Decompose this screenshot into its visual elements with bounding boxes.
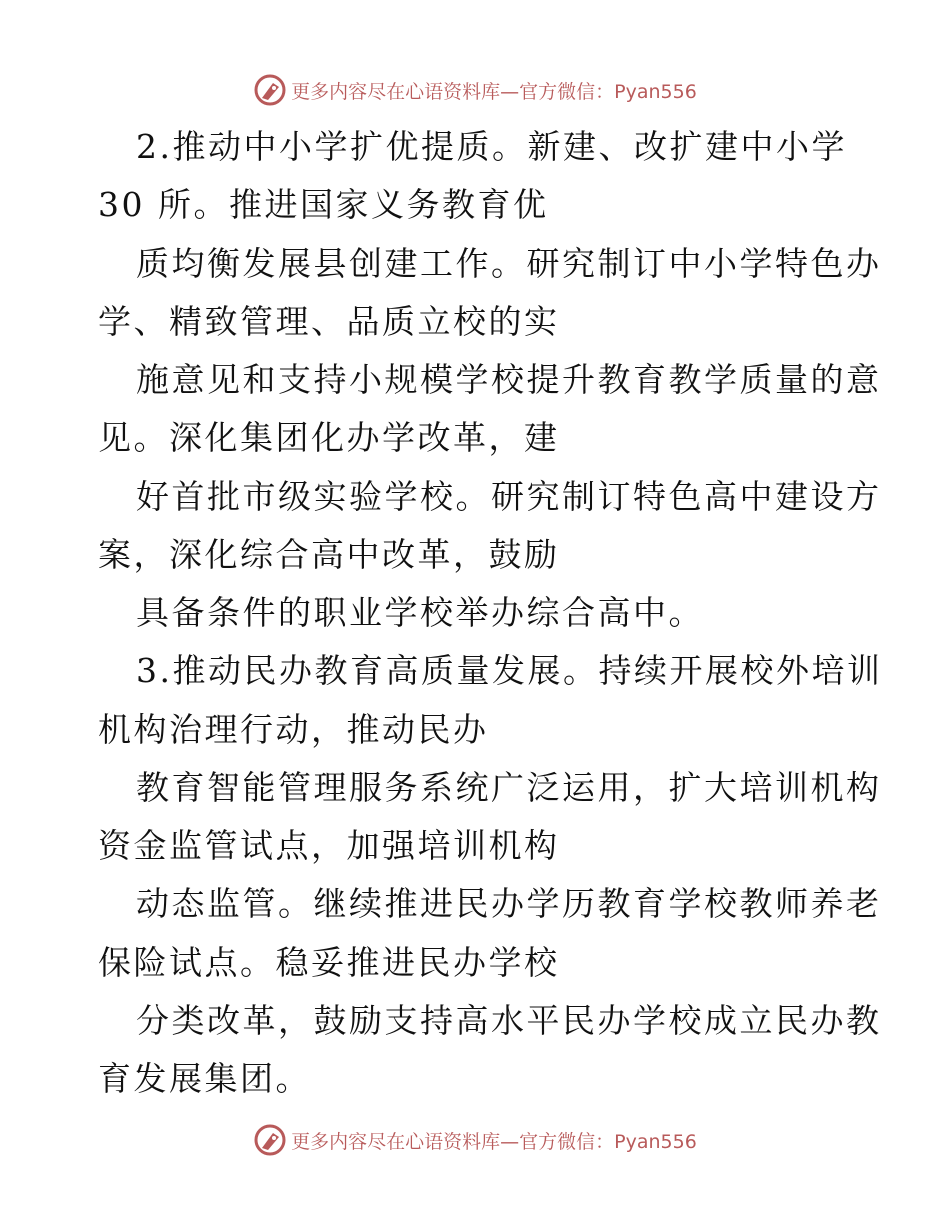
- body-line: 案，深化综合高中改革，鼓励: [98, 535, 560, 574]
- body-line: 质均衡发展县创建工作。研究制订中小学特色办: [136, 244, 882, 283]
- body-line: 资金监管试点，加强培训机构: [98, 826, 560, 865]
- body-line: 动态监管。继续推进民办学历教育学校教师养老: [136, 884, 882, 923]
- body-line: 3.推动民办教育高质量发展。持续开展校外培训: [136, 651, 883, 690]
- body-line: 见。深化集团化办学改革，建: [98, 418, 560, 457]
- pen-nib-logo-icon: [253, 73, 287, 107]
- header-watermark-text: 更多内容尽在心语资料库—官方微信：Pyan556: [291, 80, 697, 103]
- body-line: 2.推动中小学扩优提质。新建、改扩建中小学: [136, 127, 847, 166]
- body-line: 机构治理行动，推动民办: [98, 710, 489, 749]
- body-line: 好首批市级实验学校。研究制订特色高中建设方: [136, 477, 882, 516]
- footer-watermark: [0, 1120, 950, 1160]
- pen-nib-logo-icon: [253, 1123, 287, 1157]
- body-line: 学、精致管理、品质立校的实: [98, 302, 560, 341]
- body-line: 育发展集团。: [98, 1059, 311, 1098]
- body-line: 施意见和支持小规模学校提升教育教学质量的意: [136, 360, 882, 399]
- body-line: 分类改革，鼓励支持高水平民办学校成立民办教: [136, 1001, 882, 1040]
- body-line: 保险试点。稳妥推进民办学校: [98, 943, 560, 982]
- footer-watermark-text: 更多内容尽在心语资料库—官方微信：Pyan556: [291, 1130, 697, 1153]
- body-line: 30 所。推进国家义务教育优: [98, 185, 549, 224]
- header-watermark: [0, 70, 950, 110]
- body-line: 教育智能管理服务系统广泛运用，扩大培训机构: [136, 768, 882, 807]
- body-line: 具备条件的职业学校举办综合高中。: [136, 593, 704, 632]
